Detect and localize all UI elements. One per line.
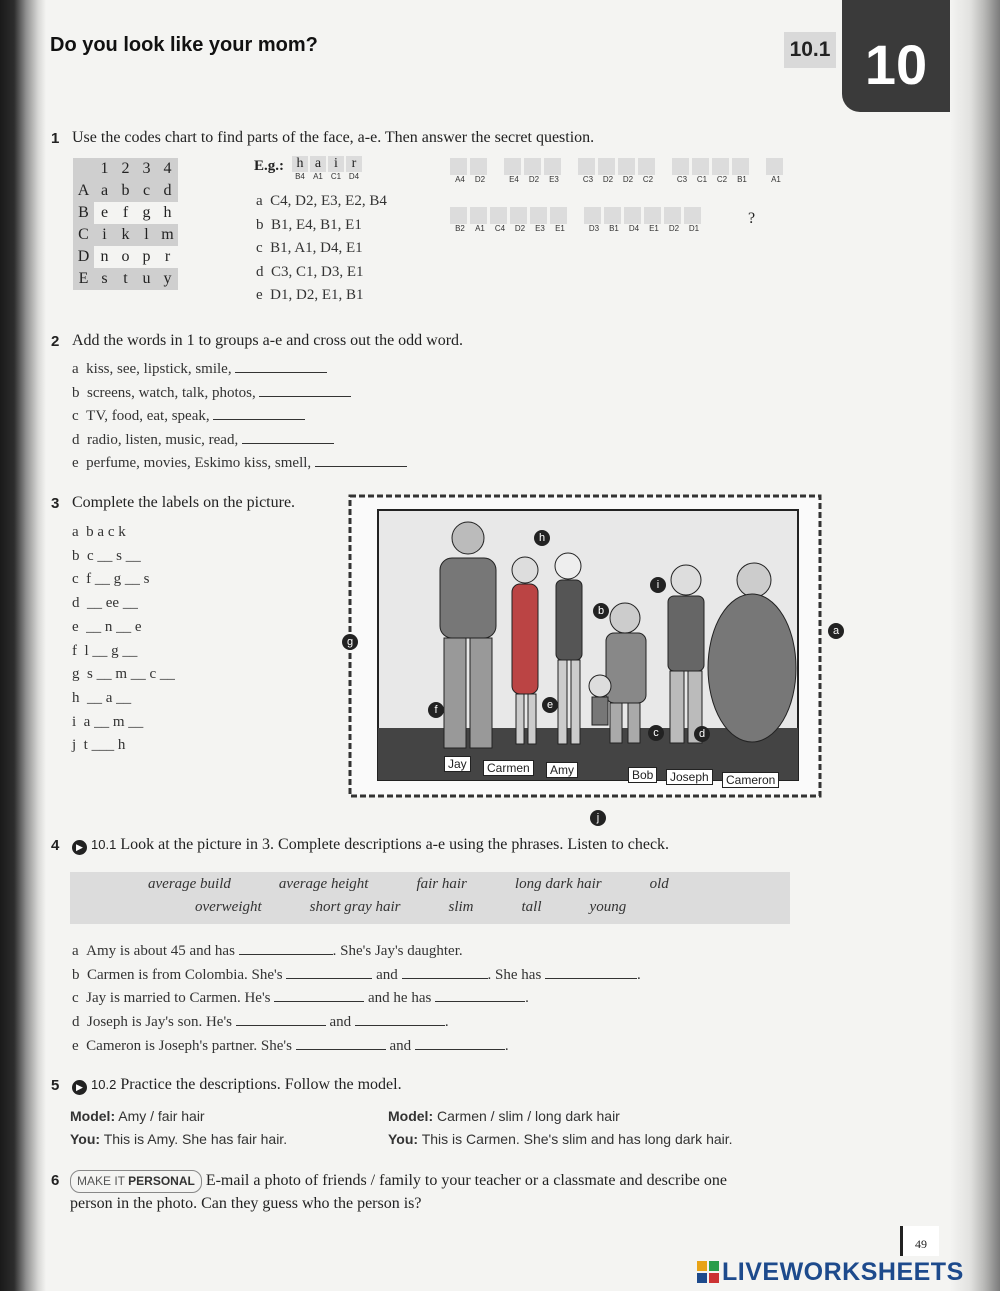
item-text: radio, listen, music, read, (87, 431, 239, 448)
chart-cell: i (94, 224, 115, 246)
secret-letter-box[interactable] (470, 158, 487, 175)
secret-word (672, 158, 752, 184)
item-text: . (637, 966, 641, 983)
ex4-item (72, 1035, 641, 1059)
ex1-instruction: Use the codes chart to find parts of the face, a-e. Then answer the secret question. (72, 129, 595, 146)
badge-text: MAKE IT (77, 1174, 125, 1188)
chart-cell: r (164, 248, 171, 265)
ex4-item (72, 987, 641, 1011)
secret-word (578, 158, 658, 184)
book-binding-shadow (0, 0, 46, 1291)
ex6-line: E-mail a photo of friends / family to your teacher or a classmate and describe one (205, 1172, 727, 1189)
secret-word (584, 207, 704, 233)
secret-code-label: E3 (535, 224, 545, 233)
example-code: D4 (348, 172, 360, 181)
chart-cell: m (157, 224, 178, 246)
answer-blank[interactable] (435, 991, 525, 1002)
example-code: B4 (295, 172, 305, 181)
secret-letter-box[interactable] (692, 158, 709, 175)
ex5-instruction: Practice the descriptions. Follow the model. (120, 1076, 402, 1093)
item-text: __ n __ e (86, 618, 142, 635)
item-text: Jay is married to Carmen. He's (86, 990, 271, 1007)
ex3-item[interactable] (72, 687, 175, 711)
chart-cell: t (115, 268, 136, 290)
ex3-number: 3 (51, 495, 60, 512)
secret-word (766, 158, 786, 184)
secret-code-label: A1 (475, 224, 485, 233)
example-code: A1 (313, 172, 323, 181)
secret-letter-box[interactable] (766, 158, 783, 175)
secret-word (450, 207, 570, 233)
name-label-joseph: Joseph (666, 769, 713, 785)
ex3-item[interactable] (72, 568, 175, 592)
secret-code-label: D2 (514, 224, 526, 233)
you-text: This is Amy. She has fair hair. (103, 1131, 288, 1147)
chart-cell: g (142, 204, 151, 221)
unit-section-label: 10.1 (784, 32, 836, 68)
item-letter: b (72, 966, 80, 983)
secret-letter-box[interactable] (450, 207, 467, 224)
item-letter: b (72, 384, 80, 401)
ex2-number: 2 (51, 333, 60, 350)
ex6-number: 6 (51, 1172, 60, 1189)
name-label-bob: Bob (628, 767, 657, 783)
item-text: Amy is about 45 and has (86, 943, 235, 959)
ex5-number: 5 (51, 1077, 60, 1094)
chart-row-header: E (73, 268, 94, 290)
secret-letter-box[interactable] (664, 207, 681, 224)
item-letter: g (72, 666, 80, 683)
secret-code-label: D2 (474, 175, 486, 184)
answer-blank[interactable] (213, 409, 305, 420)
model-text: Carmen / slim / long dark hair (437, 1108, 620, 1124)
item-letter: e (72, 455, 79, 471)
phrase: long dark hair (514, 876, 602, 892)
item-text: . (444, 1014, 449, 1031)
secret-code-label: B1 (609, 224, 619, 233)
ex2-item (72, 452, 407, 476)
name-label-amy: Amy (546, 762, 578, 778)
chart-cell: s (94, 268, 115, 290)
chart-cell: e (100, 204, 109, 221)
callout-j: j (590, 810, 606, 826)
audio-play-icon[interactable]: ▶ (72, 840, 87, 855)
secret-letter-box[interactable] (604, 207, 621, 224)
chart-row-header: C (73, 224, 94, 246)
chart-cell: l (136, 224, 157, 246)
phrase: tall (521, 899, 542, 915)
phrase: old (649, 876, 669, 892)
item-text: and he has (368, 990, 432, 1007)
answer-blank[interactable] (545, 968, 637, 979)
name-label-jay: Jay (444, 756, 471, 772)
item-codes: D1, D2, E1, B1 (270, 287, 364, 303)
chart-col-header: 3 (136, 158, 157, 180)
ex4-item (72, 940, 641, 964)
item-letter: d (72, 431, 80, 448)
secret-code-label: E1 (555, 224, 565, 233)
answer-blank[interactable] (242, 433, 334, 444)
phrase: fair hair (416, 876, 467, 892)
model-label: Model: (388, 1108, 434, 1124)
secret-code-label: D1 (688, 224, 700, 233)
ex2-item (72, 429, 407, 453)
secret-letter-box[interactable] (624, 207, 641, 224)
item-letter: d (72, 1014, 80, 1031)
ex4-item (72, 964, 641, 988)
secret-code-label: D2 (622, 175, 634, 184)
chart-cell: u (136, 268, 157, 290)
secret-letter-box[interactable] (712, 158, 729, 175)
ex2-item (72, 405, 407, 429)
secret-code-label: C4 (494, 224, 506, 233)
secret-letter-box[interactable] (732, 158, 749, 175)
codes-chart (73, 158, 178, 290)
unit-number-tab: 10 (842, 0, 950, 112)
ex2-item (72, 358, 407, 382)
item-text: screens, watch, talk, photos, (87, 384, 256, 401)
secret-code-label: D3 (588, 224, 600, 233)
callout-a: a (828, 623, 844, 639)
item-text: . She's Jay's daughter. (332, 943, 463, 959)
ex2-instruction: Add the words in 1 to groups a-e and cross out the odd word. (72, 332, 464, 349)
chart-cell: c (136, 180, 157, 202)
item-letter: j (72, 737, 77, 754)
secret-code-label: C1 (696, 175, 708, 184)
ex3-item[interactable] (72, 616, 175, 640)
secret-question-line2 (450, 207, 704, 233)
ex5-header (72, 1076, 402, 1095)
chart-row-header: A (73, 180, 94, 202)
item-letter: e (256, 287, 263, 303)
phrase: slim (448, 899, 474, 915)
audio-play-icon[interactable]: ▶ (72, 1080, 87, 1095)
secret-question-mark: ? (748, 210, 756, 227)
secret-letter-box[interactable] (490, 207, 507, 224)
phrase: young (589, 899, 627, 915)
phrase-box (70, 872, 790, 924)
example-letter: r (346, 156, 362, 172)
page-number: 49 (900, 1226, 939, 1256)
secret-code-label: C2 (642, 175, 654, 184)
item-letter: a (256, 193, 263, 209)
item-letter: i (72, 713, 77, 730)
answer-blank[interactable] (239, 944, 333, 955)
callout-e: e (542, 697, 558, 713)
item-letter: a (72, 361, 79, 377)
chart-cell: k (115, 224, 136, 246)
badge-text-bold: PERSONAL (128, 1174, 195, 1188)
item-letter: a (72, 524, 79, 540)
secret-code-label: E1 (649, 224, 659, 233)
item-letter: c (72, 990, 79, 1007)
item-text: t ___ h (83, 737, 126, 754)
audio-track: 10.2 (91, 1077, 117, 1092)
example-letter: a (310, 156, 326, 172)
ex1-item (256, 261, 387, 285)
secret-letter-box[interactable] (530, 207, 547, 224)
item-text: . (525, 990, 529, 1007)
item-text: Carmen is from Colombia. She's (87, 966, 283, 983)
phrase-row (148, 876, 669, 893)
ex4-number: 4 (51, 837, 60, 854)
ex2-items (72, 358, 407, 476)
secret-code-label: B2 (455, 224, 465, 233)
ex3-item[interactable] (72, 592, 175, 616)
secret-letter-box[interactable] (644, 207, 661, 224)
item-text: . She has (487, 966, 542, 983)
ex1-items (256, 190, 387, 308)
secret-code-label: E3 (549, 175, 559, 184)
page-edge-shadow (950, 0, 1000, 1291)
secret-letter-box[interactable] (584, 207, 601, 224)
item-letter: c (72, 571, 79, 588)
page-title: Do you look like your mom? (50, 34, 318, 56)
callout-c: c (648, 725, 664, 741)
chart-cell: b (115, 180, 136, 202)
you-label: You: (388, 1131, 419, 1147)
chart-cell: n (100, 248, 109, 265)
secret-code-label: D4 (628, 224, 640, 233)
item-letter: c (256, 240, 263, 256)
example-letter: h (292, 156, 308, 172)
phrase-row (195, 899, 626, 916)
ex3-item[interactable] (72, 545, 175, 569)
item-text: l __ g __ (84, 642, 138, 659)
name-label-carmen: Carmen (483, 760, 534, 776)
item-letter: b (256, 216, 264, 233)
ex4-header (72, 836, 669, 855)
secret-letter-box[interactable] (450, 158, 467, 175)
you-label: You: (70, 1131, 101, 1147)
answer-blank[interactable] (286, 968, 372, 979)
model-text: Amy / fair hair (118, 1108, 205, 1124)
ex1-item (256, 190, 387, 214)
secret-letter-box[interactable] (684, 207, 701, 224)
chart-cell: f (122, 204, 129, 221)
item-text: TV, food, eat, speak, (86, 408, 210, 424)
secret-code-label: A4 (455, 175, 465, 184)
item-letter: d (72, 595, 80, 612)
secret-code-label: D2 (602, 175, 614, 184)
ex3-item[interactable] (72, 640, 175, 664)
item-letter: c (72, 408, 79, 424)
item-text: f __ g __ s (86, 571, 150, 588)
answer-blank[interactable] (236, 1015, 326, 1026)
secret-code-label: D2 (528, 175, 540, 184)
ex3-item[interactable] (72, 663, 175, 687)
secret-letter-box[interactable] (618, 158, 635, 175)
secret-word (504, 158, 564, 184)
ex2-item (72, 382, 407, 406)
secret-code-label: C3 (582, 175, 594, 184)
item-codes: B1, E4, B1, E1 (271, 216, 362, 233)
secret-letter-box[interactable] (598, 158, 615, 175)
example-code: C1 (330, 172, 342, 181)
item-text: . (504, 1037, 509, 1054)
ex1-item (256, 284, 387, 308)
callout-h: h (534, 530, 550, 546)
callout-g: g (342, 634, 358, 650)
liveworksheets-logo-icon (697, 1261, 719, 1283)
item-text: b a c k (86, 524, 126, 540)
ex1-item (256, 237, 387, 261)
ex3-instruction: Complete the labels on the picture. (72, 494, 296, 511)
secret-letter-box[interactable] (638, 158, 655, 175)
item-letter: d (256, 263, 264, 280)
callout-b: b (593, 603, 609, 619)
secret-code-label: E4 (509, 175, 519, 184)
item-codes: C4, D2, E3, E2, B4 (270, 193, 387, 209)
callout-i: i (650, 577, 666, 593)
chart-cell: a (94, 180, 115, 202)
chart-row-header: D (73, 246, 94, 268)
answer-blank[interactable] (235, 362, 327, 373)
item-text: Joseph is Jay's son. He's (87, 1014, 232, 1031)
item-text: and (376, 966, 398, 983)
chart-cell: o (121, 248, 130, 265)
answer-blank[interactable] (402, 968, 488, 979)
ex3-item[interactable] (72, 711, 175, 735)
secret-letter-box[interactable] (470, 207, 487, 224)
secret-letter-box[interactable] (544, 158, 561, 175)
ex3-items (72, 521, 175, 758)
item-text: __ a __ (87, 689, 132, 706)
ex3-item[interactable] (72, 734, 175, 758)
answer-blank[interactable] (259, 386, 351, 397)
item-text: and (329, 1014, 352, 1031)
brand-name[interactable]: LIVEWORKSHEETS (722, 1258, 964, 1286)
chart-col-header: 1 (94, 158, 115, 180)
model-label: Model: (70, 1108, 116, 1124)
name-label-cameron: Cameron (722, 772, 779, 788)
item-text: c __ s __ (87, 547, 141, 564)
item-text: kiss, see, lipstick, smile, (86, 361, 232, 377)
chart-cell: d (157, 180, 178, 202)
example-label: E.g.: (254, 158, 284, 174)
chart-cell: p (142, 248, 151, 265)
secret-code-label: A1 (771, 175, 781, 184)
secret-word (450, 158, 490, 184)
item-letter: b (72, 547, 80, 564)
callout-f: f (428, 702, 444, 718)
chart-cell: y (157, 268, 178, 290)
secret-letter-box[interactable] (510, 207, 527, 224)
ex4-instruction: Look at the picture in 3. Complete descriptions a-e using the phrases. Listen to check. (120, 836, 670, 853)
answer-blank[interactable] (415, 1039, 505, 1050)
chart-row-header: B (73, 202, 94, 224)
make-it-personal-badge (70, 1170, 202, 1193)
chart-col-header: 2 (115, 158, 136, 180)
chart-col-header: 4 (157, 158, 178, 180)
ex4-item (72, 1011, 641, 1035)
ex1-number: 1 (51, 130, 60, 147)
phrase: average build (148, 876, 231, 892)
item-letter: f (72, 642, 77, 659)
item-text: a __ m __ (83, 713, 144, 730)
item-text: s __ m __ c __ (87, 666, 175, 683)
item-letter: h (72, 689, 80, 706)
secret-letter-box[interactable] (504, 158, 521, 175)
item-text: Cameron is Joseph's partner. She's (86, 1037, 292, 1054)
secret-letter-box[interactable] (550, 207, 567, 224)
item-letter: e (72, 1037, 79, 1054)
ex6-line: person in the photo. Can they guess who the person is? (70, 1195, 422, 1212)
ex4-items (72, 940, 641, 1059)
item-letter: a (72, 943, 79, 959)
phrase: short gray hair (309, 899, 401, 915)
example-word (292, 156, 362, 181)
item-text: and (389, 1037, 412, 1054)
secret-question-line1 (450, 158, 786, 184)
secret-letter-box[interactable] (524, 158, 541, 175)
answer-blank[interactable] (274, 991, 364, 1002)
secret-letter-box[interactable] (578, 158, 595, 175)
ex6-text (70, 1170, 727, 1214)
item-codes: B1, A1, D4, E1 (270, 240, 363, 256)
callout-d: d (694, 726, 710, 742)
secret-code-label: B1 (737, 175, 747, 184)
phrase: average height (278, 876, 369, 892)
chart-cell: h (163, 204, 172, 221)
ex3-item[interactable] (72, 521, 175, 545)
ex1-item (256, 214, 387, 238)
chart-corner (73, 158, 94, 180)
secret-code-label: C2 (716, 175, 728, 184)
model-left (70, 1105, 287, 1151)
answer-blank[interactable] (296, 1039, 386, 1050)
answer-blank[interactable] (315, 456, 407, 467)
item-letter: e (72, 618, 79, 635)
item-codes: C3, C1, D3, E1 (271, 263, 364, 280)
phrase: overweight (195, 899, 262, 915)
item-text: __ ee __ (87, 595, 138, 612)
secret-letter-box[interactable] (672, 158, 689, 175)
answer-blank[interactable] (355, 1015, 445, 1026)
audio-track: 10.1 (91, 837, 117, 852)
item-text: perfume, movies, Eskimo kiss, smell, (86, 455, 312, 471)
example-letter: i (328, 156, 344, 172)
you-text: This is Carmen. She's slim and has long dark hair. (421, 1131, 733, 1147)
secret-code-label: D2 (668, 224, 680, 233)
model-right (388, 1105, 733, 1151)
secret-code-label: C3 (676, 175, 688, 184)
